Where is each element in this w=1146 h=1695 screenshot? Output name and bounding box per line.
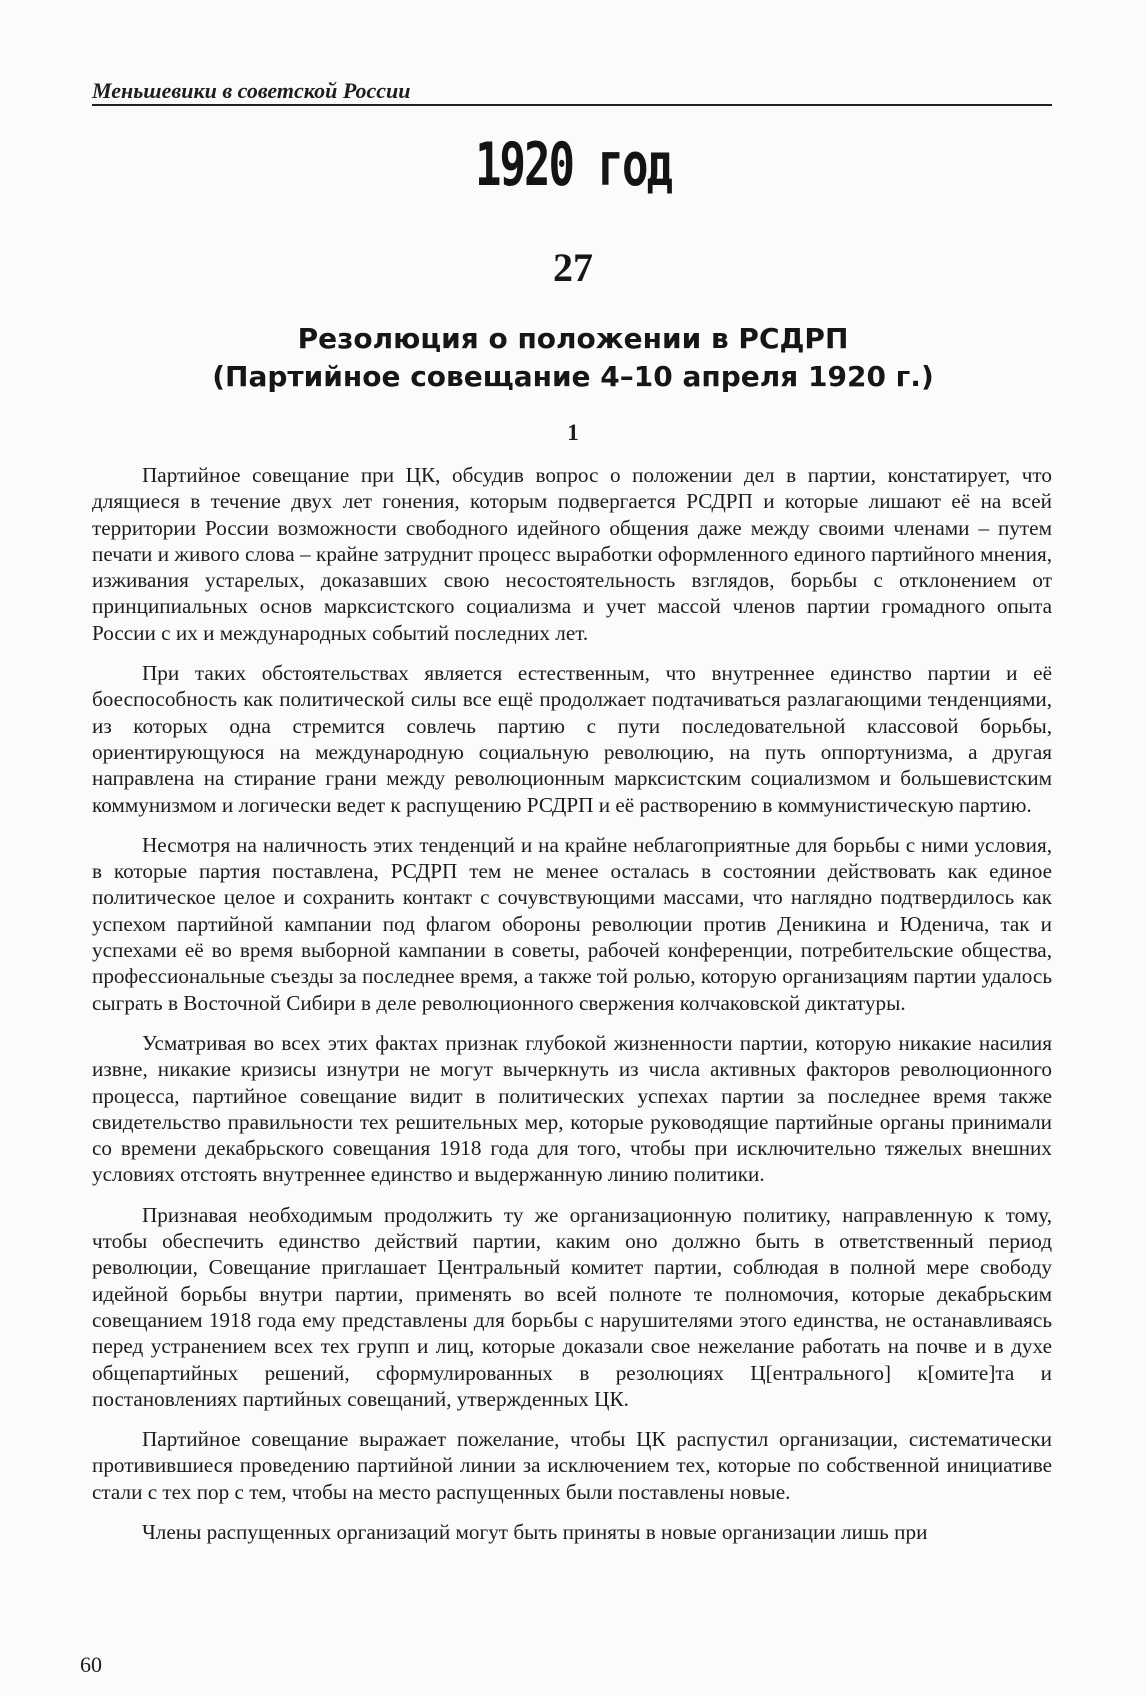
running-header: Меньшевики в советской России [92,78,411,103]
year-heading: 1920 год [475,131,671,200]
header-rule [92,104,1052,106]
page-number: 60 [80,1652,102,1677]
paragraph: При таких обстоятельствах является естественным, что внутреннее единство партии и её боеспособность как политической силы все ещё продолжает подтачиваться разлагающими тенденциями, из которых одна стремится совлечь партию с пути последовательной классовой борьбы, ориентирующуюся на международную социальную революцию, на путь оппортунизма, а другая направлена на стирание грани между революционным марксистским социализмом и большевистским коммунизмом и логически ведет к распущению РСДРП и её растворению в коммунистическую партию. [92,661,1052,817]
paragraph: Усматривая во всех этих фактах признак глубокой жизненности партии, которую никакие насилия извне, никакие кризисы изнутри не могут вычеркнуть из числа активных факторов революционного процесса, партийное совещание видит в политических успехах партии за последнее время также свидетельство правильности тех решительных мер, которые руководящие партийные органы принимали со времени декабрьского совещания 1918 года для того, чтобы при исключительно тяжелых внешних условиях отстоять внутреннее единство и выдержанную линию политики. [92,1030,1052,1187]
paragraph: Партийное совещание при ЦК, обсудив вопрос о положении дел в партии, констатирует, что длящиеся в течение двух лет гонения, которым подвергается РСДРП и которые лишают её на всей территории России возможности свободного идейного общения даже между своими членами – путем печати и живого слова – крайне затруднит процесс выработки оформленного единого партийного мнения, изживания устарелых, доказавших свою несостоятельность взглядов, борьбы с отклонением от принципиальных основ марксистского социализма и учет массой членов партии громадного опыта России с их и международных событий последних лет. [92,463,1052,645]
paragraph: Партийное совещание выражает пожелание, чтобы ЦК распустил организации, систематически противившиеся проведению партийной линии за исключением тех, которые по собственной инициативе стали с тех пор с тем, чтобы на место распущенных были поставлены новые. [92,1427,1052,1504]
section-number: 1 [567,420,579,445]
paragraph: Члены распущенных организаций могут быть приняты в новые организации лишь при [142,1519,928,1544]
paragraph: Несмотря на наличность этих тенденций и на крайне неблагоприятные для борьбы с ними условия, в которые партия поставлена, РСДРП тем не менее осталась в состоянии действовать как единое политическое целое и сохранить контакт с сочувствующими массами, что наглядно подтвердилось как успехом партийной кампании под флагом обороны революции против Деникина и Юденича, так и успехами её во время выборной кампании в советы, рабочей конференции, потребительские общества, профессиональные съезды за последнее время, а также той ролью, которую организациям партии удалось сыграть в Восточной Сибири в деле революционного свержения колчаковской диктатуры. [92,832,1052,1015]
document-title-line-2: (Партийное совещание 4–10 апреля 1920 г.) [212,360,934,393]
body-text [92,462,1052,1559]
paragraph: Признавая необходимым продолжить ту же организационную политику, направленную к тому, чтобы обеспечить единство действий партии, каким оно должно быть в ответственный период революции, Совещание приглашает Центральный комитет партии, соблюдая в полной мере свободу идейной борьбы внутри партии, применять во всей полноте те полномочия, которые декабрьским совещанием 1918 года ему представлены для борьбы с нарушителями этого единства, не останавливаясь перед устранением всех тех групп и лиц, которые доказали свое нежелание работать на почве и в духе общепартийных решений, сформулированных в резолюциях Ц[ентрального] к[омите]та и постановлениях партийных совещаний, утвержденных ЦК. [92,1202,1052,1411]
document-title-line-1: Резолюция о положении в РСДРП [297,322,849,355]
document-number: 27 [553,245,593,290]
document-title [0,320,1146,396]
